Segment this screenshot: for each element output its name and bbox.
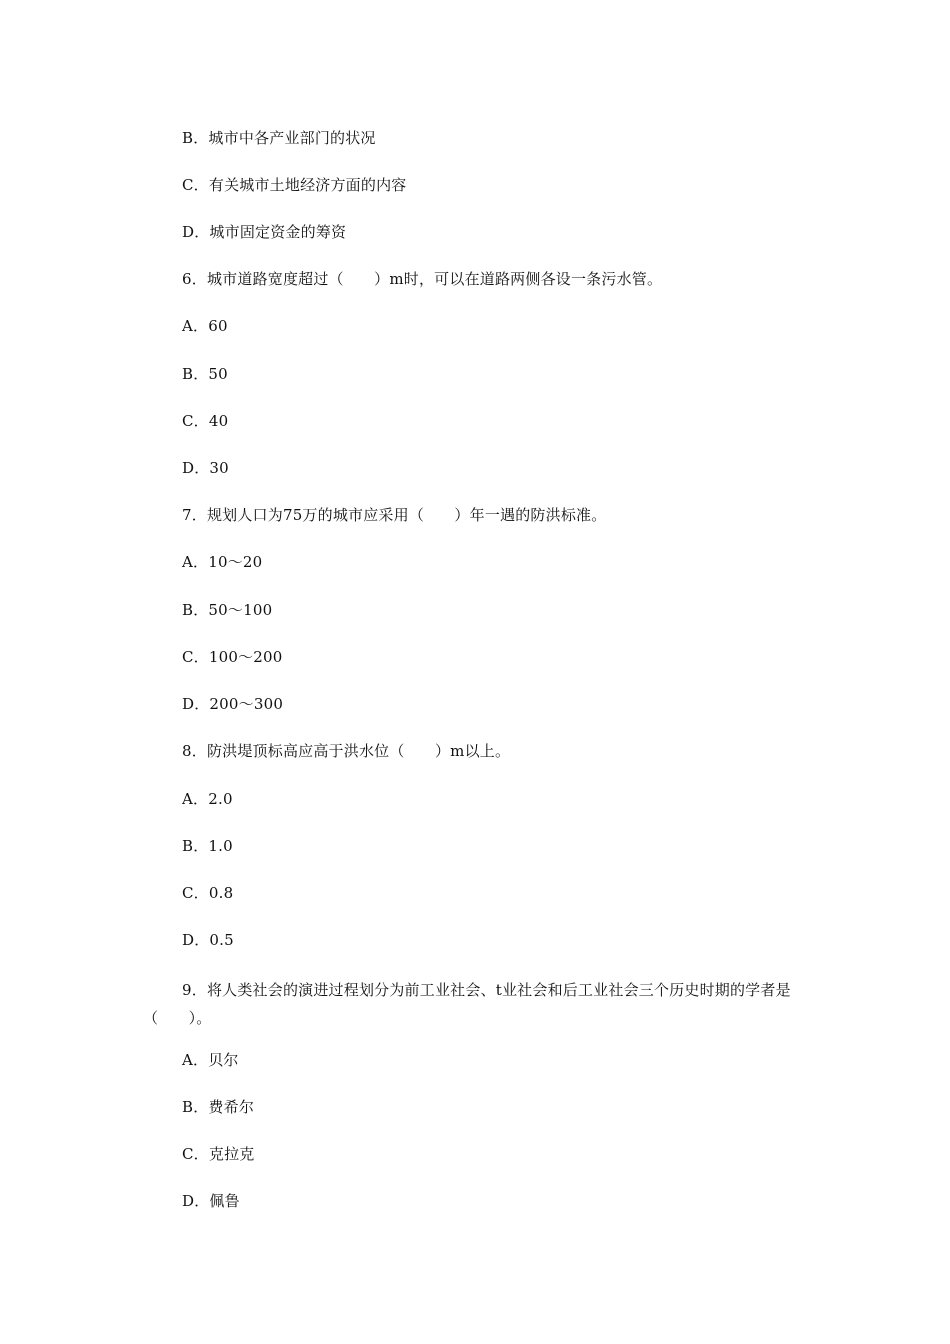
question-6: 6．城市道路宽度超过（ ）m时，可以在道路两侧各设一条污水管。 [182,270,663,288]
option-d-q7: D．200～300 [182,695,284,713]
option-b-q5: B．城市中各产业部门的状况 [182,129,376,147]
option-a-q8: A．2.0 [182,790,233,808]
option-c-q6: C．40 [182,412,229,430]
option-d-q9: D．佩鲁 [182,1192,240,1210]
question-8: 8．防洪堤顶标高应高于洪水位（ ）m以上。 [182,742,511,760]
option-c-q9: C．克拉克 [182,1145,255,1163]
question-7: 7．规划人口为75万的城市应采用（ ）年一遇的防洪标准。 [182,506,607,524]
option-c-q5: C．有关城市土地经济方面的内容 [182,176,407,194]
option-a-q6: A．60 [182,317,228,335]
option-b-q6: B．50 [182,365,228,383]
option-d-q8: D．0.5 [182,931,234,949]
option-d-q6: D．30 [182,459,229,477]
option-c-q8: C．0.8 [182,884,234,902]
option-d-q5: D．城市固定资金的筹资 [182,223,347,241]
option-c-q7: C．100～200 [182,648,283,666]
option-a-q9: A．贝尔 [182,1051,239,1069]
option-b-q8: B．1.0 [182,837,233,855]
option-a-q7: A．10～20 [182,553,263,571]
question-9: 9．将人类社会的演进过程划分为前工业社会、t业社会和后工业社会三个历史时期的学者是（ ）。 [143,981,791,1027]
option-b-q9: B．费希尔 [182,1098,255,1116]
option-b-q7: B．50～100 [182,601,273,619]
